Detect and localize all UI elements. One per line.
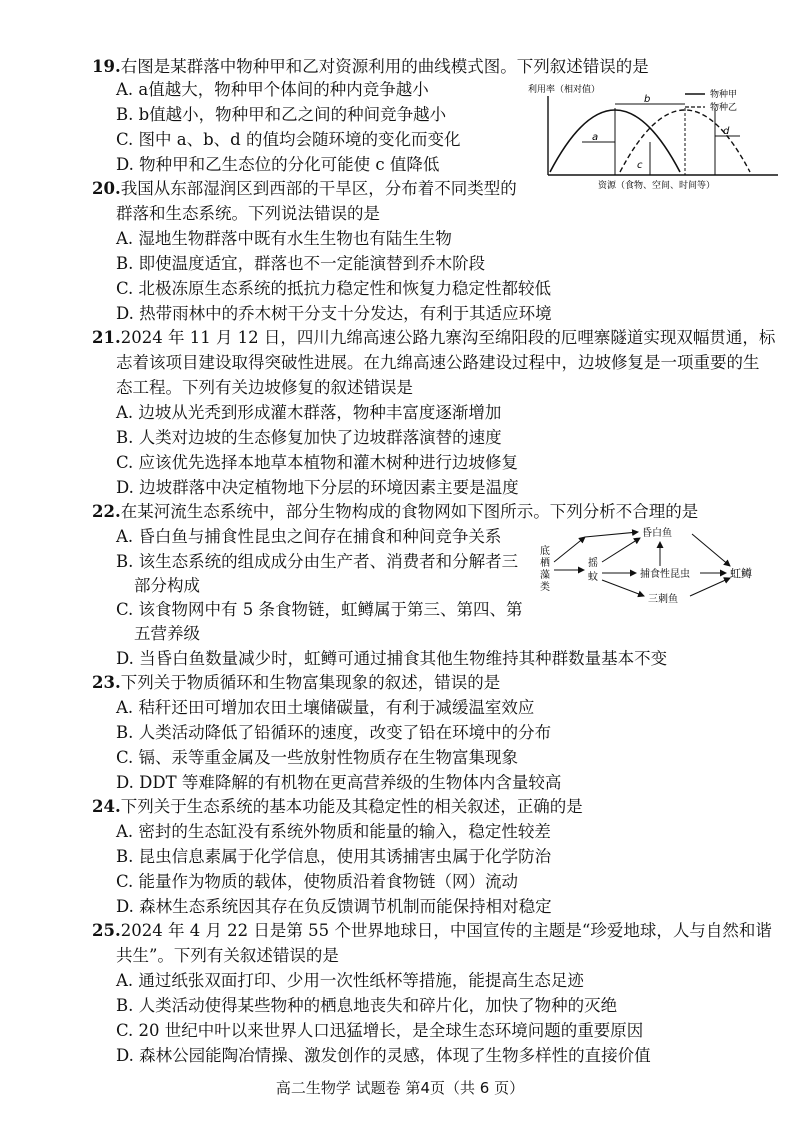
question-text: 2024 年 11 月 12 日，四川九绵高速公路九寨沟至绵阳段的厄哩寨隧道实现双幅贯通，标 (120, 328, 776, 347)
question-25-stem (92, 920, 772, 941)
question-number: 19. (92, 57, 121, 76)
legend-b-label: 物种乙 (710, 103, 738, 113)
q21-option-a: A. 边坡从光秃到形成灌木群落，物种丰富度逐渐增加 (116, 403, 502, 422)
question-number: 23. (92, 673, 121, 692)
question-text: 下列关于物质循环和生物富集现象的叙述，错误的是 (120, 673, 501, 692)
q20-option-b: B. 即使温度适宜，群落也不一定能演替到乔木阶段 (116, 254, 486, 273)
q20-option-c: C. 北极冻原生态系统的抵抗力稳定性和恢复力稳定性都较低 (116, 279, 552, 298)
question-text: 2024 年 4 月 22 日是第 55 个世界地球日，中国宣传的主题是“珍爱地球，人与自然和谐 (120, 921, 772, 940)
question-22-stem (92, 501, 698, 522)
question-text: 在某河流生态系统中，部分生物构成的食物网如下图所示。下列分析不合理的是 (120, 502, 699, 521)
q22-option-a: A. 昏白鱼与捕食性昆虫之间存在捕食和种间竞争关系 (116, 527, 502, 546)
q25-option-c: C. 20 世纪中叶以来世界人口迅猛增长，是全球生态环境问题的重要原因 (116, 1021, 644, 1040)
label-b: b (644, 94, 651, 105)
q21-option-c: C. 应该优先选择本地草本植物和灌木树种进行边坡修复 (116, 453, 519, 472)
arrow-fish-trout (692, 534, 730, 566)
q19-option-a: A. a值越大，物种甲个体间的种内竞争越小 (116, 80, 429, 99)
q24-option-b: B. 昆虫信息素属于化学信息，使用其诱捕害虫属于化学防治 (116, 847, 552, 866)
q24-option-d: D. 森林生态系统因其存在负反馈调节机制而能保持相对稳定 (116, 897, 552, 916)
resource-utilization-figure (520, 80, 790, 190)
q25-option-d: D. 森林公园能陶冶情操、激发创作的灵感，体现了生物多样性的直接价值 (116, 1046, 651, 1065)
label-d: d (723, 126, 730, 137)
q21-option-b: B. 人类对边坡的生态修复加快了边坡群落演替的速度 (116, 428, 502, 447)
node-trout: 虹鳟 (730, 567, 752, 580)
q22-option-c: C. 该食物网中有 5 条食物链，虹鳟属于第三、第四、第 (116, 600, 523, 619)
question-text: 下列关于生态系统的基本功能及其稳定性的相关叙述，正确的是 (120, 797, 583, 816)
q23-option-c: C. 镉、汞等重金属及一些放射性物质存在生物富集现象 (116, 748, 519, 767)
node-midge-1: 摇 (588, 558, 598, 569)
question-text: 我国从东部湿润区到西部的干旱区，分布着不同类型的 (120, 179, 517, 198)
label-a: a (592, 132, 599, 143)
q24-option-a: A. 密封的生态缸没有系统外物质和能量的输入，稳定性较差 (116, 822, 551, 841)
food-web-figure (530, 522, 785, 604)
q22-option-d: D. 当昏白鱼数量减少时，虹鳟可通过捕食其他生物维持其种群数量基本不变 (116, 649, 668, 668)
question-21-stem-cont2: 态工程。下列有关边坡修复的叙述错误是 (116, 378, 413, 397)
node-algae-2: 栖 (540, 558, 550, 569)
question-number: 20. (92, 179, 121, 198)
node-algae-3: 藻 (540, 570, 550, 581)
q25-option-b: B. 人类活动使得某些物种的栖息地丧失和碎片化，加快了物种的灭绝 (116, 996, 618, 1015)
question-25-stem-cont: 共生”。下列有关叙述错误的是 (116, 946, 339, 965)
q19-option-d: D. 物种甲和乙生态位的分化可能使 c 值降低 (116, 155, 440, 174)
question-number: 21. (92, 328, 121, 347)
node-midge-2: 蚊 (588, 572, 598, 583)
q23-option-d: D. DDT 等难降解的有机物在更高营养级的生物体内含量较高 (116, 773, 562, 792)
legend-a-label: 物种甲 (710, 90, 738, 100)
arrow-algae-fish (554, 537, 585, 562)
node-fish: 昏白鱼 (642, 528, 672, 539)
node-insect: 捕食性昆虫 (640, 569, 690, 580)
question-23-stem (92, 672, 500, 693)
q22-option-b: B. 该生态系统的组成成分由生产者、消费者和分解者三 (116, 552, 519, 571)
question-24-stem (92, 796, 583, 817)
q24-option-c: C. 能量作为物质的载体，使物质沿着食物链（网）流动 (116, 872, 519, 891)
q20-option-a: A. 湿地生物群落中既有水生生物也有陆生生物 (116, 229, 452, 248)
question-20-stem (92, 178, 517, 199)
q19-option-c: C. 图中 a、b、d 的值均会随环境的变化而变化 (116, 130, 461, 149)
page-footer: 高二生物学 试题卷 第4页（共 6 页） (275, 1079, 525, 1097)
figure-ylabel: 利用率（相对值） (528, 85, 601, 95)
question-number: 25. (92, 921, 121, 940)
question-21-stem-cont1: 志着该项目建设取得突破性进展。在九绵高速公路建设过程中，边坡修复是一项重要的生 (116, 353, 760, 372)
question-19-stem (92, 56, 649, 77)
q20-option-d: D. 热带雨林中的乔木树干分支十分发达，有利于其适应环境 (116, 304, 552, 323)
question-number: 24. (92, 797, 121, 816)
arrow-to-fish (585, 532, 638, 537)
arrow-stickleback-trout (690, 578, 730, 596)
question-21-stem (92, 327, 775, 348)
node-algae-1: 底 (540, 546, 550, 557)
q23-option-b: B. 人类活动降低了铅循环的速度，改变了铅在环境中的分布 (116, 723, 552, 742)
node-stickleback: 三刺鱼 (648, 594, 678, 604)
q22-option-b-cont: 部分构成 (134, 576, 200, 595)
q22-option-c-cont: 五营养级 (134, 624, 200, 643)
question-number: 22. (92, 502, 121, 521)
q21-option-d: D. 边坡群落中决定植物地下分层的环境因素主要是温度 (116, 478, 519, 497)
arrow-midge-fish (602, 538, 640, 562)
question-text: 右图是某群落中物种甲和乙对资源利用的曲线模式图。下列叙述错误的是 (120, 57, 649, 76)
node-algae-4: 类 (540, 582, 550, 593)
q25-option-a: A. 通过纸张双面打印、少用一次性纸杯等措施，能提高生态足迹 (116, 971, 584, 990)
arrow-midge-stickleback (602, 580, 644, 596)
question-20-stem-cont: 群落和生态系统。下列说法错误的是 (116, 204, 380, 223)
q19-option-b: B. b值越小，物种甲和乙之间的种间竞争越小 (116, 105, 447, 124)
q23-option-a: A. 秸秆还田可增加农田土壤储碳量，有利于减缓温室效应 (116, 698, 535, 717)
figure-xlabel: 资源（食物、空间、时间等） (598, 181, 716, 190)
label-c: c (637, 160, 643, 171)
